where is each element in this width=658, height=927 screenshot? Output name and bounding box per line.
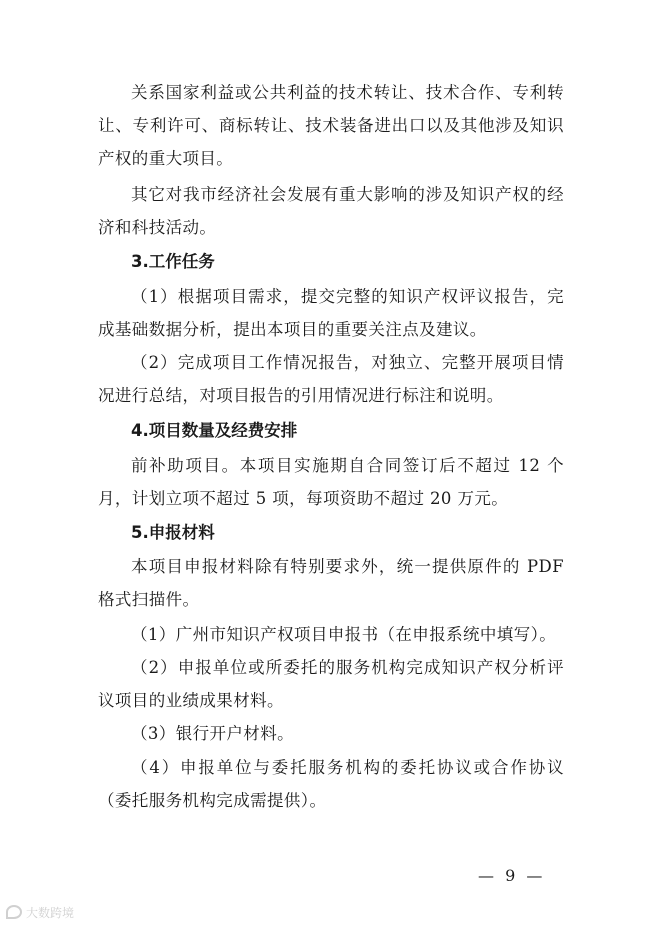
paragraph-material-2: （2）申报单位或所委托的服务机构完成知识产权分析评议项目的业绩成果材料。 — [98, 658, 564, 710]
heading-work-tasks: 3.工作任务 — [131, 252, 215, 271]
paragraph-funding: 前补助项目。本项目实施期自合同签订后不超过 12 个月，计划立项不超过 5 项，每项资助不超过 20 万元。 — [98, 456, 564, 508]
paragraph-task-2: （2）完成项目工作情况报告，对独立、完整开展项目情况进行总结，对项目报告的引用情况进行标注和说明。 — [98, 353, 564, 405]
paragraph-other-activities: 其它对我市经济社会发展有重大影响的涉及知识产权的经济和科技活动。 — [98, 185, 564, 237]
paragraph-major-projects: 关系国家利益或公共利益的技术转让、技术合作、专利转让、专利许可、商标转让、技术装备进出口以及其他涉及知识产权的重大项目。 — [98, 83, 564, 168]
watermark — [6, 902, 74, 922]
heading-materials: 5.申报材料 — [131, 523, 215, 542]
paragraph-material-4: （4）申报单位与委托服务机构的委托协议或合作协议（委托服务机构完成需提供）。 — [98, 758, 564, 810]
watermark-text: 大数跨境 — [26, 905, 75, 920]
paragraph-material-1: （1）广州市知识产权项目申报书（在申报系统中填写）。 — [131, 625, 557, 644]
logo-icon — [6, 905, 22, 919]
paragraph-material-3: （3）银行开户材料。 — [131, 724, 294, 743]
heading-funding: 4.项目数量及经费安排 — [131, 421, 298, 440]
paragraph-materials-intro: 本项目申报材料除有特别要求外，统一提供原件的 PDF 格式扫描件。 — [98, 557, 564, 609]
paragraph-task-1: （1）根据项目需求，提交完整的知识产权评议报告，完成基础数据分析，提出本项目的重要关注点及建议。 — [98, 287, 564, 339]
page-number: — 9 — — [478, 866, 546, 885]
